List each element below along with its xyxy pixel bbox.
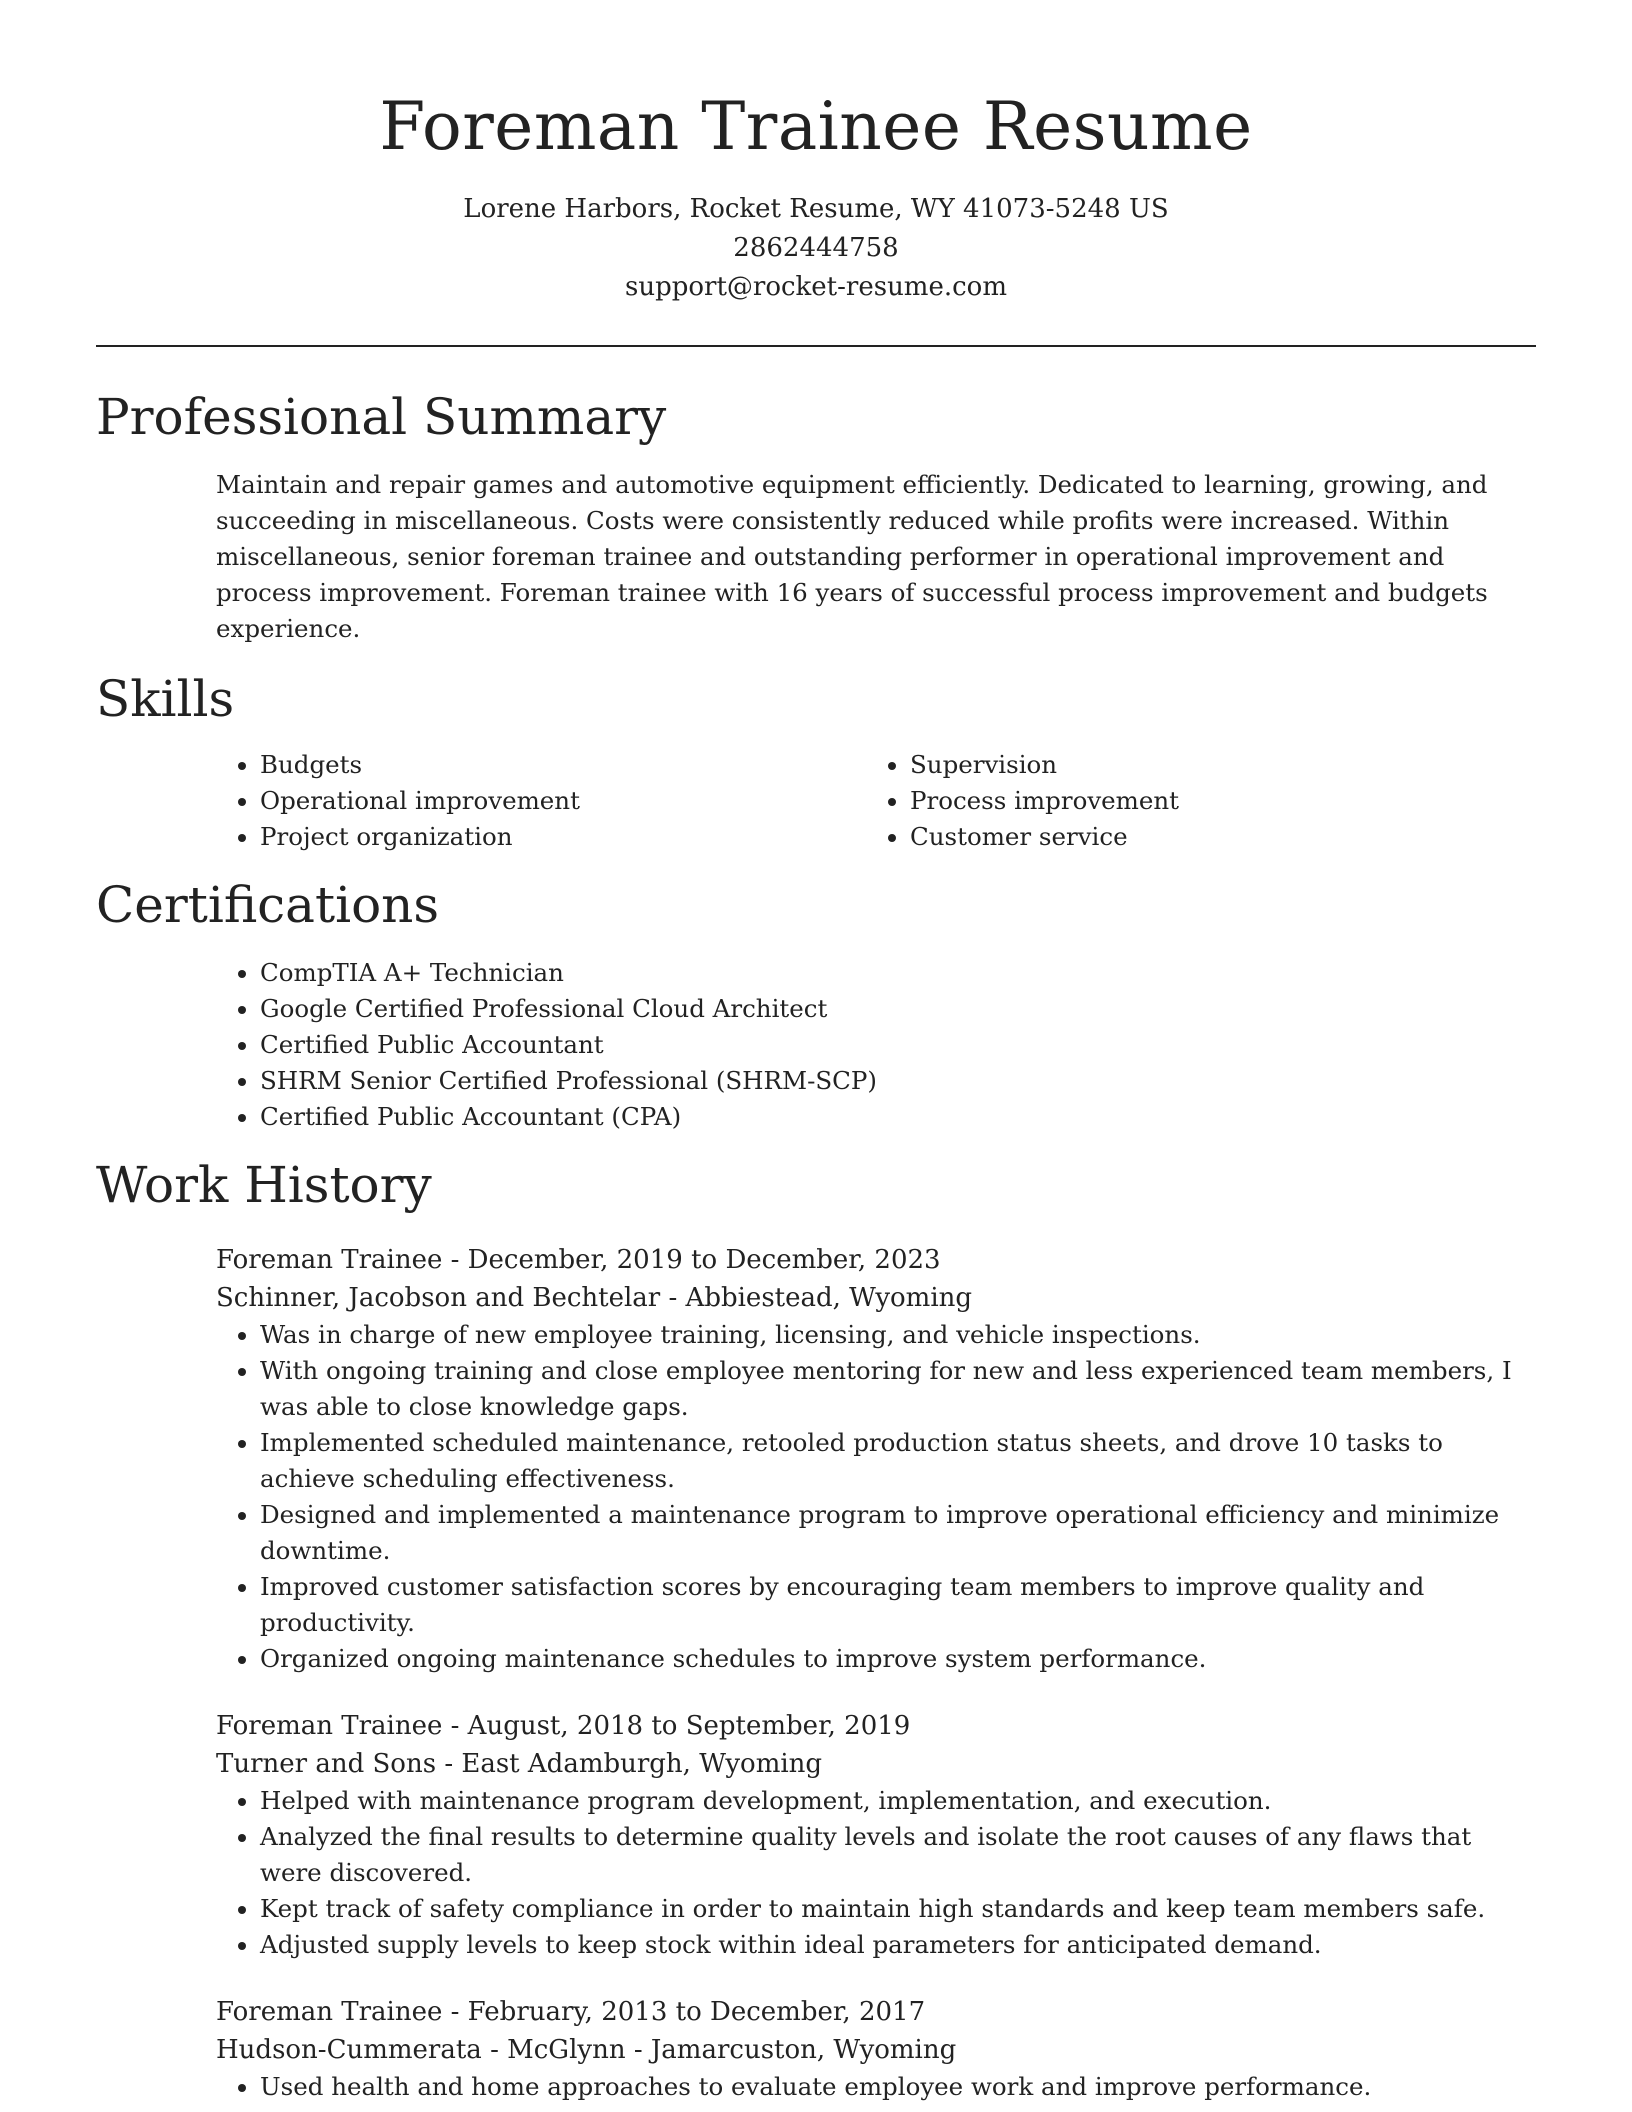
job-bullet: • With ongoing training and close employee mentoring for new and less experienced team members, I was able to close knowledge gaps. [260, 1353, 1536, 1425]
job-bullet: • Analyzed the final results to determine quality levels and isolate the root causes of any flaws that were discovered. [260, 1819, 1536, 1891]
certification-item: • Certified Public Accountant (CPA) [260, 1099, 1536, 1135]
skills-list-left [216, 747, 866, 855]
skill-item: • Customer service [910, 819, 1516, 855]
skills-column-left [216, 747, 866, 855]
certifications-section [216, 955, 1536, 1135]
job-bullet: • Was in charge of new employee training, licensing, and vehicle inspections. [260, 1317, 1536, 1353]
job-bullet-list [216, 1783, 1536, 1963]
job-company: Schinner, Jacobson and Bechtelar - Abbiestead, Wyoming [216, 1283, 973, 1313]
skill-item: • Budgets [260, 747, 866, 783]
contact-block [96, 190, 1536, 307]
skill-item: • Project organization [260, 819, 866, 855]
skills-heading: Skills [96, 670, 235, 728]
certifications-list [216, 955, 1536, 1135]
job-company: Turner and Sons - East Adamburgh, Wyoming [216, 1749, 823, 1779]
job-bullet: • Adjusted supply levels to keep stock within ideal parameters for anticipated demand. [260, 1927, 1536, 1963]
job-company: Hudson-Cummerata - McGlynn - Jamarcuston, Wyoming [216, 2035, 957, 2065]
contact-address: Lorene Harbors, Rocket Resume, WY 41073-5248 US [463, 194, 1169, 224]
job-bullet: • Implemented scheduled maintenance, retooled production status sheets, and drove 10 tasks to achieve scheduling effectiveness. [260, 1425, 1536, 1497]
contact-email: support@rocket-resume.com [624, 272, 1007, 302]
certification-item: • Certified Public Accountant [260, 1027, 1536, 1063]
summary-section [216, 467, 1536, 647]
job-entry [216, 1241, 1536, 1677]
job-bullet: • Improved customer satisfaction scores by encouraging team members to improve quality and productivity. [260, 1569, 1536, 1641]
summary-text: Maintain and repair games and automotive equipment efficiently. Dedicated to learning, growing, and succeeding in miscellaneous. Costs were consistently reduced while profits were increased. Within miscellaneous, senior foreman trainee and outstanding performer in operational improvement and process improvement. Foreman trainee with 16 years of successful process improvement and budgets experience. [216, 470, 1488, 643]
skill-item: • Operational improvement [260, 783, 866, 819]
job-bullet: • Kept track of safety compliance in order to maintain high standards and keep team members safe. [260, 1891, 1536, 1927]
job-bullet-list [216, 2069, 1536, 2105]
certification-item: • CompTIA A+ Technician [260, 955, 1536, 991]
job-entry [216, 1707, 1536, 1963]
job-title: Foreman Trainee - February, 2013 to December, 2017 [216, 1997, 926, 2027]
skill-item: • Process improvement [910, 783, 1516, 819]
skills-list-right [866, 747, 1516, 855]
header-divider [96, 345, 1536, 347]
job-bullet: • Designed and implemented a maintenance program to improve operational efficiency and minimize downtime. [260, 1497, 1536, 1569]
job-bullet: • Organized ongoing maintenance schedules to improve system performance. [260, 1641, 1536, 1677]
job-bullet: • Helped with maintenance program development, implementation, and execution. [260, 1783, 1536, 1819]
job-title: Foreman Trainee - August, 2018 to September, 2019 [216, 1711, 911, 1741]
resume-page [96, 0, 1536, 2105]
skills-section [216, 747, 1536, 855]
skill-item: • Supervision [910, 747, 1516, 783]
contact-phone: 2862444758 [733, 233, 899, 263]
job-title: Foreman Trainee - December, 2019 to December, 2023 [216, 1245, 941, 1275]
job-bullet-list [216, 1317, 1536, 1677]
job-bullet: • Used health and home approaches to evaluate employee work and improve performance. [260, 2069, 1536, 2105]
work-history-section [216, 1241, 1536, 2105]
certifications-heading: Certifications [96, 876, 440, 934]
summary-heading: Professional Summary [96, 388, 667, 446]
job-entry [216, 1993, 1536, 2105]
certification-item: • SHRM Senior Certified Professional (SHRM-SCP) [260, 1063, 1536, 1099]
work-history-heading: Work History [96, 1156, 432, 1214]
skills-column-right [866, 747, 1516, 855]
resume-header [96, 0, 1536, 307]
resume-title: Foreman Trainee Resume [379, 88, 1253, 165]
certification-item: • Google Certified Professional Cloud Architect [260, 991, 1536, 1027]
